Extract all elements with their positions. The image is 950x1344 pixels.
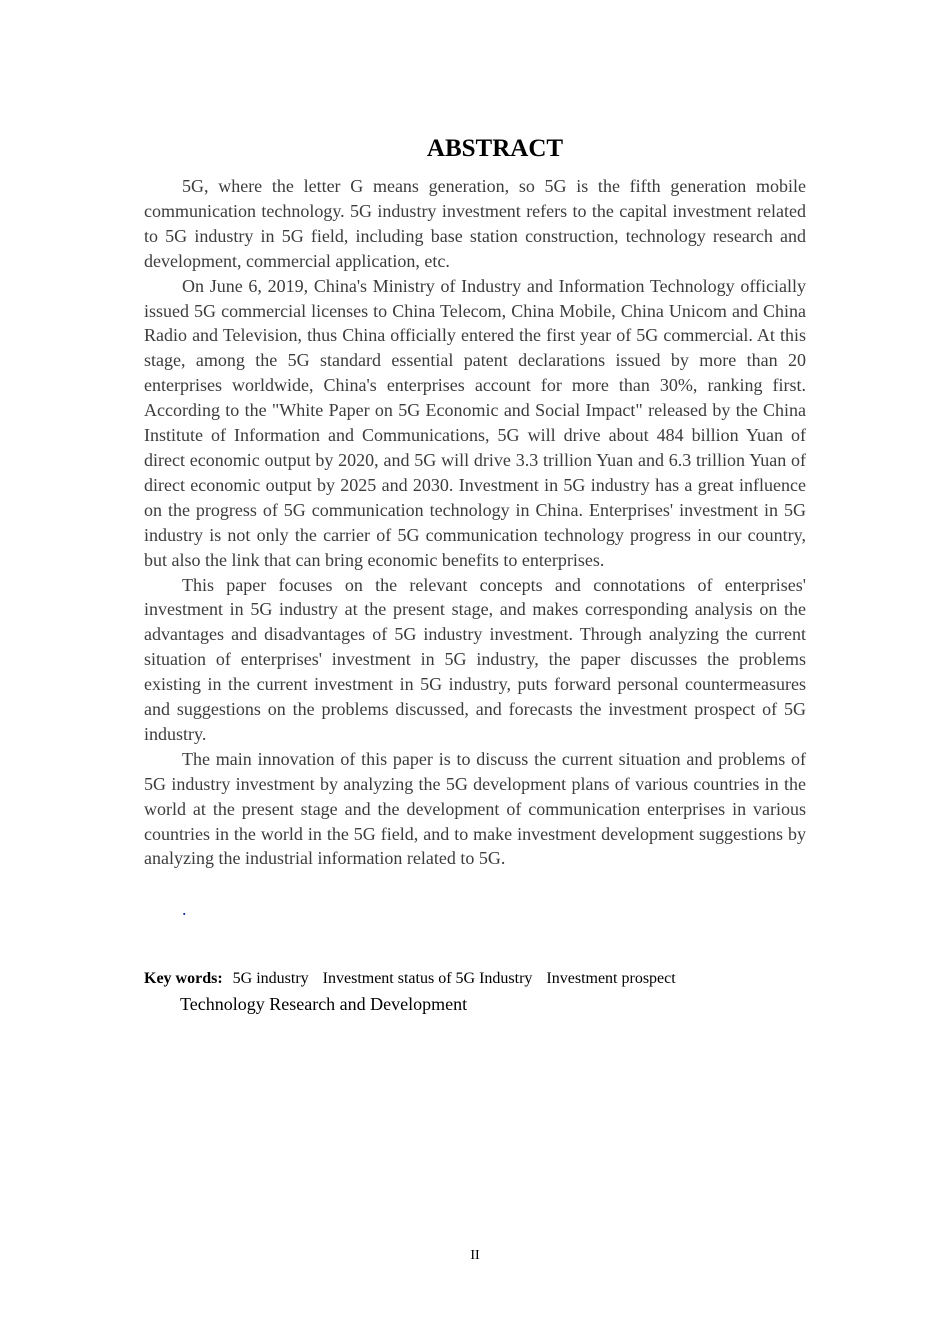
abstract-paragraph-1: 5G, where the letter G means generation, so 5G is the fifth generation mobile communication technology. 5G industry investment refers to the capital investment related to 5G industry in 5G field, including base station construction, technology research and development, commercial application, etc. <box>144 176 806 271</box>
keywords-line <box>144 968 844 990</box>
abstract-paragraph-2: On June 6, 2019, China's Ministry of Industry and Information Technology officially issued 5G commercial licenses to China Telecom, China Mobile, China Unicom and China Radio and Television, thus China officially entered the first year of 5G commercial. At this stage, among the 5G standard essential patent declarations issued by more than 20 enterprises worldwide, China's enterprises account for more than 30%, ranking first. According to the "White Paper on 5G Economic and Social Impact" released by the China Institute of Information and Communications, 5G will drive about 484 billion Yuan of direct economic output by 2020, and 5G will drive 3.3 trillion Yuan and 6.3 trillion Yuan of direct economic output by 2025 and 2030. Investment in 5G industry has a great influence on the progress of 5G communication technology in China. Enterprises' investment in 5G industry is not only the carrier of 5G communication technology progress in our country, but also the link that can bring economic benefits to enterprises. <box>144 275 806 570</box>
keyword-item: 5G industry <box>232 970 309 987</box>
abstract-paragraph-3: This paper focuses on the relevant concepts and connotations of enterprises' investment in 5G industry at the present stage, and makes corresponding analysis on the advantages and disadvantages of 5G industry investment. Through analyzing the current situation of enterprises' investment in 5G industry, the paper discusses the problems existing in the current investment in 5G industry, puts forward personal countermeasures and suggestions on the problems discussed, and forecasts the investment prospect of 5G industry. <box>144 574 806 744</box>
abstract-paragraph-4: The main innovation of this paper is to discuss the current situation and problems of 5G industry investment by analyzing the 5G development plans of various countries in the world at the present stage and the development of communication enterprises in various countries in the world in the 5G field, and to make investment development suggestions by analyzing the industrial information related to 5G. <box>144 748 806 869</box>
page-number: II <box>470 1248 480 1263</box>
keyword-item: Investment prospect <box>546 970 676 987</box>
keyword-continuation: Technology Research and Development <box>180 994 468 1014</box>
abstract-body <box>144 174 806 871</box>
keyword-item: Investment status of 5G Industry <box>322 970 533 987</box>
keywords-label: Key words: <box>144 970 223 987</box>
stray-period-mark: . <box>182 899 187 919</box>
abstract-title: ABSTRACT <box>426 135 564 162</box>
